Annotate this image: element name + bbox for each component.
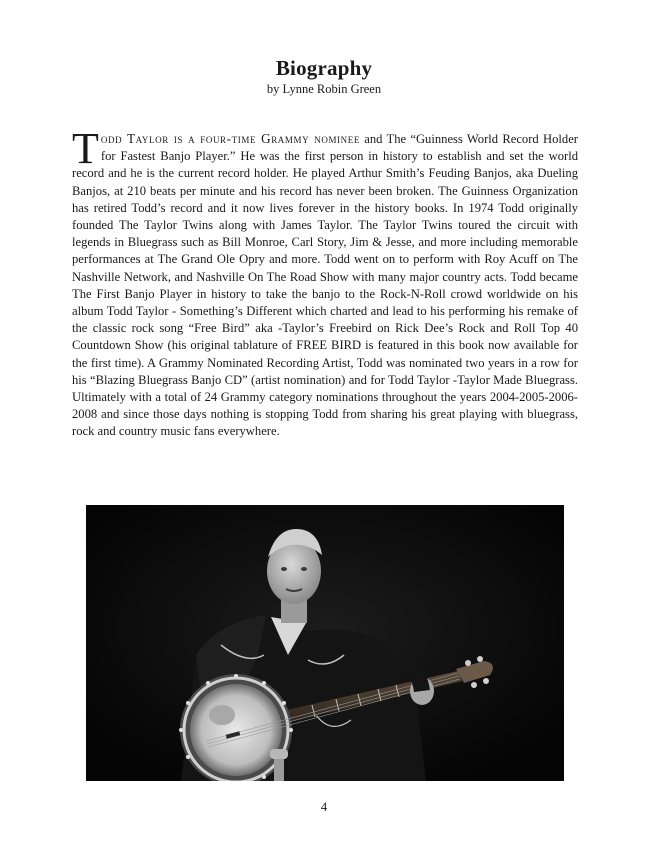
banjo-player-photo [86,505,564,781]
page-number: 4 [320,800,328,814]
page-title: Biography [275,56,373,80]
biography-body-text: and The “Guinness World Record Holder for Fastest Banjo Player.” He was the first person in history to establish and set the world record and he is the current record holder. He played Arthur Smith’s Feuding Banjos, aka Dueling Banjos, at 210 beats per minute and his record has never been broken. The Guinness Organization has retired Todd’s record and it now lives forever in the history books. In 1974 Todd originally founded The Taylor Twins along with James Taylor. The Taylor Twins toured the circuit with legends in Bluegrass such as Bill Monroe, Carl Story, Jim & Jesse, and more including memorable performances at The Grand Ole Opry and more. Todd went on to perform with Roy Acuff on The Nashville Network, and Nashville On The Road Show with many major country acts. Todd became The First Banjo Player in history to take the banjo to the Rock-N-Roll crowd worldwide on his album Todd Taylor - Something’s Different which charted and lead to his performing his remake of the classic rock song “Free Bird” aka -Taylor’s Freebird on Rick Dee’s Rock and Roll Top 40 Countdown Show (his original tablature of FREE BIRD is featured in this book now available for the first time). A Grammy Nominated Recording Artist, Todd was nominated two years in a row for his “Blazing Bluegrass Banjo CD” (artist nomination) and for Todd Taylor -Taylor Made Bluegrass. Ultimately with a total of 24 Grammy category nominations throughout the years 2004-2005-2006-2008 and since those days nothing is stopping Todd from sharing his great playing with bluegrass, rock and country music fans everywhere. [72,132,578,439]
byline: by Lynne Robin Green [266,82,382,96]
lead-in-small-caps: odd Taylor is a four-time Grammy nominee [100,131,360,146]
drop-cap: T [72,124,99,173]
biography-paragraph [72,124,578,441]
